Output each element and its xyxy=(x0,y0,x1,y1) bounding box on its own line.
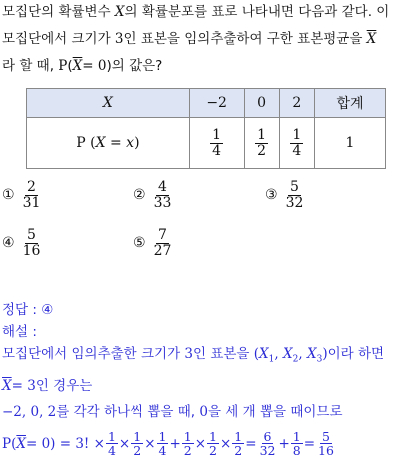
choice-3[interactable]: ③ $\frac{5}{32}$ xyxy=(265,179,304,211)
prob-cell: $\frac{1}{2}$ xyxy=(244,118,279,169)
prob-cell: $\frac{1}{4}$ xyxy=(189,118,244,169)
choice-mark: ④ xyxy=(2,235,15,252)
question-line-1: 모집단의 확률변수 X의 확률분포를 표로 나타내면 다음과 같다. 이 xyxy=(2,4,390,20)
choice-mark: ⑤ xyxy=(133,235,146,252)
choice-2[interactable]: ② $\frac{4}{33}$ xyxy=(133,179,172,211)
solution-line-3: −2, 0, 2를 각각 하나씩 뽑을 때, 0을 세 개 뽑을 때이므로 xyxy=(2,404,343,420)
probability-table xyxy=(26,88,386,169)
solution-line-1: 모집단에서 임의추출한 크기가 3인 표본을 ($X_1$, $X_2$, $X_3$)이라 하면 xyxy=(2,346,385,365)
table-prob-row xyxy=(27,118,386,169)
solution-formula: $P(\overline{X}= 0) = 3$! × $\frac{1}{4}$ × $\frac{1}{2}$ × $\frac{1}{4}$ + $\frac{1}{2}$ × $\frac{1}{2}$ × $\frac{1}{2}$ = $\frac{6}{32}$ + $\frac{1}{8}$ = $\frac{5}{16}$ xyxy=(2,429,334,459)
choice-1[interactable]: ① $\frac{2}{31}$ xyxy=(2,179,41,211)
table-header-cell: X xyxy=(27,89,190,118)
prob-label: P (X = x) xyxy=(27,118,190,169)
choice-5[interactable]: ⑤ $\frac{7}{27}$ xyxy=(133,227,172,259)
table-header-row xyxy=(27,89,386,118)
table-header-cell: 합계 xyxy=(314,89,385,118)
choice-mark: ③ xyxy=(265,187,278,204)
question-line-3: 라 할 때, $P(\overline{X}= 0)$의 값은? xyxy=(2,58,163,74)
prob-total: 1 xyxy=(314,118,385,169)
table-header-cell: 2 xyxy=(279,89,314,118)
answer-line: 정답 : ④ xyxy=(2,302,54,318)
prob-cell: $\frac{1}{4}$ xyxy=(279,118,314,169)
choice-4[interactable]: ④ $\frac{5}{16}$ xyxy=(2,227,41,259)
table-header-cell: −2 xyxy=(189,89,244,118)
question-line-2: 모집단에서 크기가 3인 표본을 임의추출하여 구한 표본평균을 $\overline{X}$ xyxy=(2,31,377,47)
explanation-label: 해설 : xyxy=(2,324,37,340)
choice-mark: ① xyxy=(2,187,15,204)
choice-mark: ② xyxy=(133,187,146,204)
table-header-cell: 0 xyxy=(244,89,279,118)
solution-line-2: $\overline{X}= 3$인 경우는 xyxy=(2,378,93,394)
